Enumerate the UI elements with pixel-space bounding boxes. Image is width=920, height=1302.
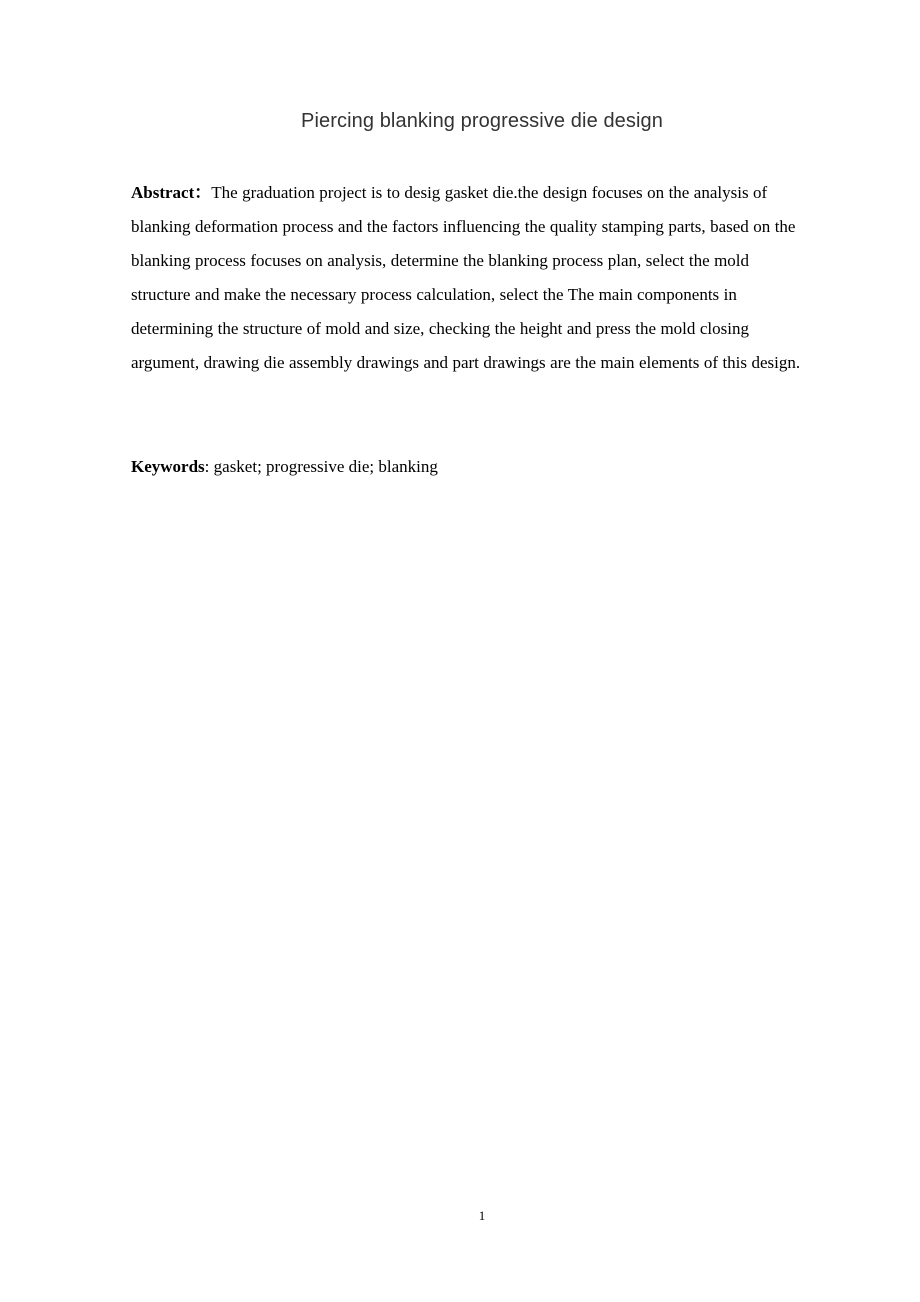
page-number: 1	[478, 1208, 486, 1223]
page-title: Piercing blanking progressive die design	[301, 110, 663, 132]
abstract-text: The graduation project is to desig gasket die.the design focuses on the analysis of blanking deformation process and the factors influencing the quality stamping parts, based on the blanking process focuses on analysis, determine the blanking process plan, select the mold structure and make the necessary process calculation, select the The main components in determining the structure of mold and size, checking the height and press the mold closing argument, drawing die assembly drawings and part drawings are the main elements of this design.	[131, 183, 801, 372]
keywords-text: : gasket; progressive die; blanking	[204, 457, 438, 476]
abstract-label: Abstract：	[131, 183, 212, 202]
keywords-paragraph	[131, 450, 803, 484]
keywords-label: Keywords	[131, 457, 205, 476]
abstract-paragraph	[131, 176, 803, 380]
